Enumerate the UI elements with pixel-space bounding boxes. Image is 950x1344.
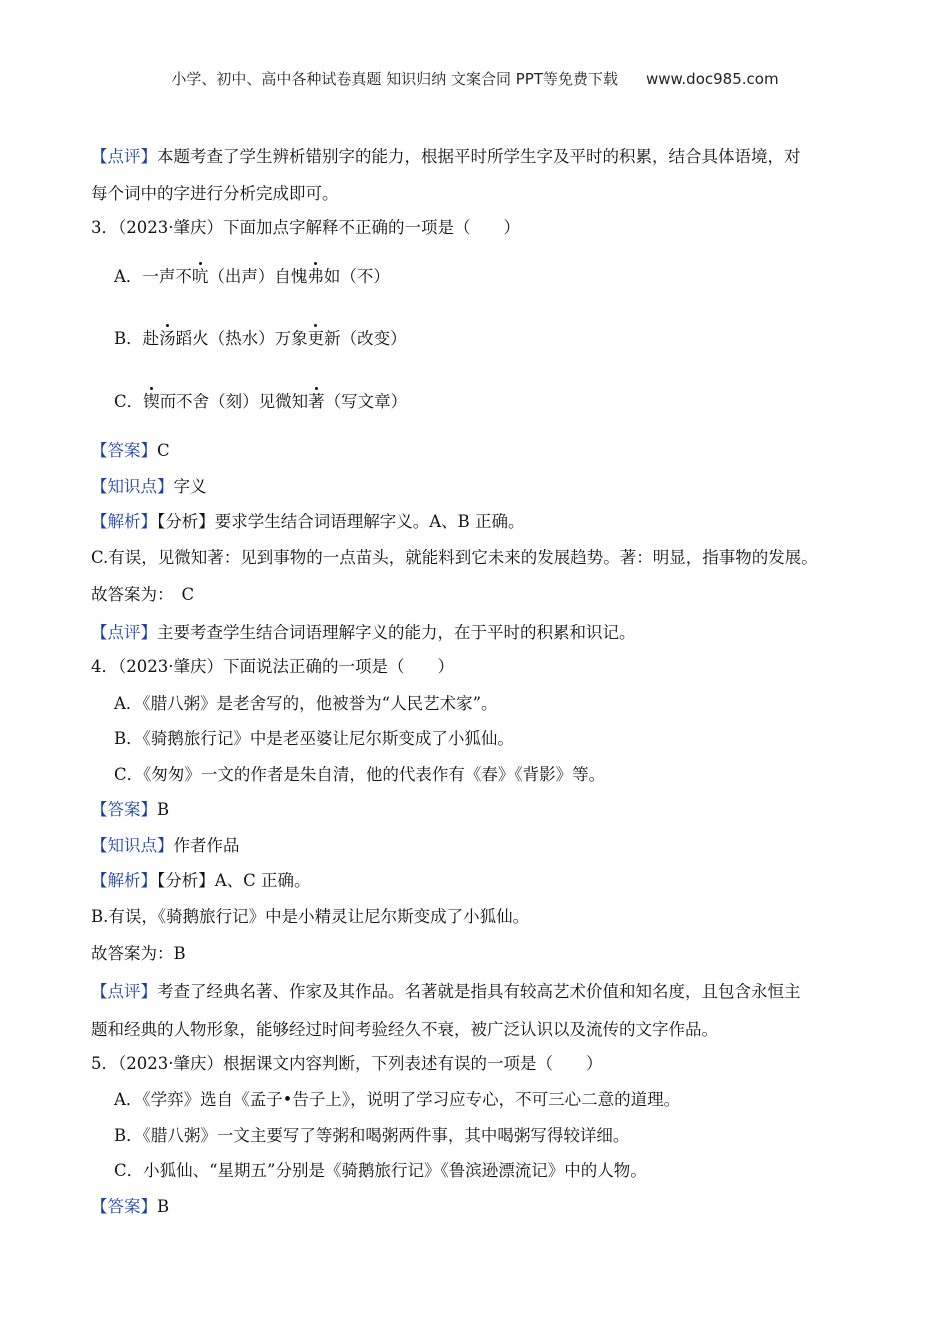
q3-option-a: A．一声不吭（出声）自愧弗如（不）: [114, 267, 390, 286]
q5-option-c: C．小狐仙、“星期五”分别是《骑鹅旅行记》《鲁滨逊漂流记》中的人物。: [114, 1161, 647, 1180]
page-header: [0, 68, 950, 89]
dotted-char: 弗: [307, 267, 324, 286]
answer-label: 【答案】: [91, 441, 157, 460]
q4-comment-line2: 题和经典的人物形象，能够经过时间考验经久不衰，被广泛认识以及流传的文字作品。: [91, 1020, 718, 1039]
knowledge-label: 【知识点】: [91, 836, 174, 855]
q4-option-a: A．《腊八粥》是老舍写的，他被誉为“人民艺术家”。: [114, 694, 498, 713]
q4-option-b: B．《骑鹅旅行记》中是老巫婆让尼尔斯变成了小狐仙。: [114, 729, 514, 748]
dotted-char: 吭: [191, 267, 209, 286]
dotted-char: 汤: [159, 329, 176, 348]
q3-comment: 【点评】主要考查学生结合词语理解字义的能力，在于平时的积累和识记。: [91, 623, 636, 642]
q5-option-b: B．《腊八粥》一文主要写了等粥和喝粥两件事，其中喝粥写得较详细。: [114, 1126, 630, 1145]
comment-label: 【点评】: [91, 147, 157, 166]
q3-option-b: B．赴汤蹈火（热水）万象更新（改变）: [114, 329, 407, 348]
q5-stem: 5．（2023·肇庆）根据课文内容判断，下列表述有误的一项是（ ）: [91, 1054, 603, 1073]
q4-final: 故答案为：B: [91, 944, 186, 963]
q3-analysis-detail: C.有误，见微知著：见到事物的一点苗头，就能料到它未来的发展趋势。著：明显，指事物的发展。: [91, 548, 818, 567]
q4-answer: 【答案】B: [91, 800, 170, 819]
analysis-label: 【解析】: [91, 871, 157, 890]
q2-comment-line1: 【点评】本题考查了学生辨析错别字的能力，根据平时所学生字及平时的积累，结合具体语境，对: [91, 147, 801, 166]
answer-label: 【答案】: [91, 800, 157, 819]
header-url[interactable]: www.doc985.com: [645, 70, 779, 88]
q3-analysis: 【解析】【分析】要求学生结合词语理解字义。A、B 正确。: [91, 512, 525, 531]
q5-option-a: A．《学弈》选自《孟子•告子上》，说明了学习应专心，不可三心二意的道理。: [114, 1090, 681, 1109]
q5-answer: 【答案】B: [91, 1197, 170, 1216]
header-text: 小学、初中、高中各种试卷真题 知识归纳 文案合同 PPT等免费下载: [171, 70, 618, 88]
dotted-char: 更: [307, 329, 325, 348]
dotted-char: 锲: [143, 392, 160, 411]
analysis-label: 【解析】: [91, 512, 157, 531]
q4-analysis: 【解析】【分析】A、C 正确。: [91, 871, 311, 890]
q4-comment-line1: 【点评】考查了经典名著、作家及其作品。名著就是指具有较高艺术价值和知名度，且包含永恒主: [91, 982, 801, 1001]
knowledge-label: 【知识点】: [91, 477, 174, 496]
q3-answer: 【答案】C: [91, 441, 170, 460]
q4-analysis-detail: B.有误，《骑鹅旅行记》中是小精灵让尼尔斯变成了小狐仙。: [91, 907, 530, 926]
q4-option-c: C．《匆匆》一文的作者是朱自清，他的代表作有《春》《背影》等。: [114, 765, 606, 784]
comment-label: 【点评】: [91, 623, 157, 642]
q4-knowledge: 【知识点】作者作品: [91, 836, 240, 855]
q3-knowledge: 【知识点】字义: [91, 477, 207, 496]
answer-label: 【答案】: [91, 1197, 157, 1216]
q4-stem: 4．（2023·肇庆）下面说法正确的一项是（ ）: [91, 657, 454, 676]
q3-option-c: C．锲而不舍（刻）见微知著（写文章）: [114, 392, 408, 411]
q3-final: 故答案为： C: [91, 585, 195, 604]
q2-comment-line2: 每个词中的字进行分析完成即可。: [91, 184, 339, 203]
q3-stem: 3．（2023·肇庆）下面加点字解释不正确的一项是（ ）: [91, 218, 520, 237]
comment-label: 【点评】: [91, 982, 157, 1001]
dotted-char: 著: [308, 392, 325, 411]
